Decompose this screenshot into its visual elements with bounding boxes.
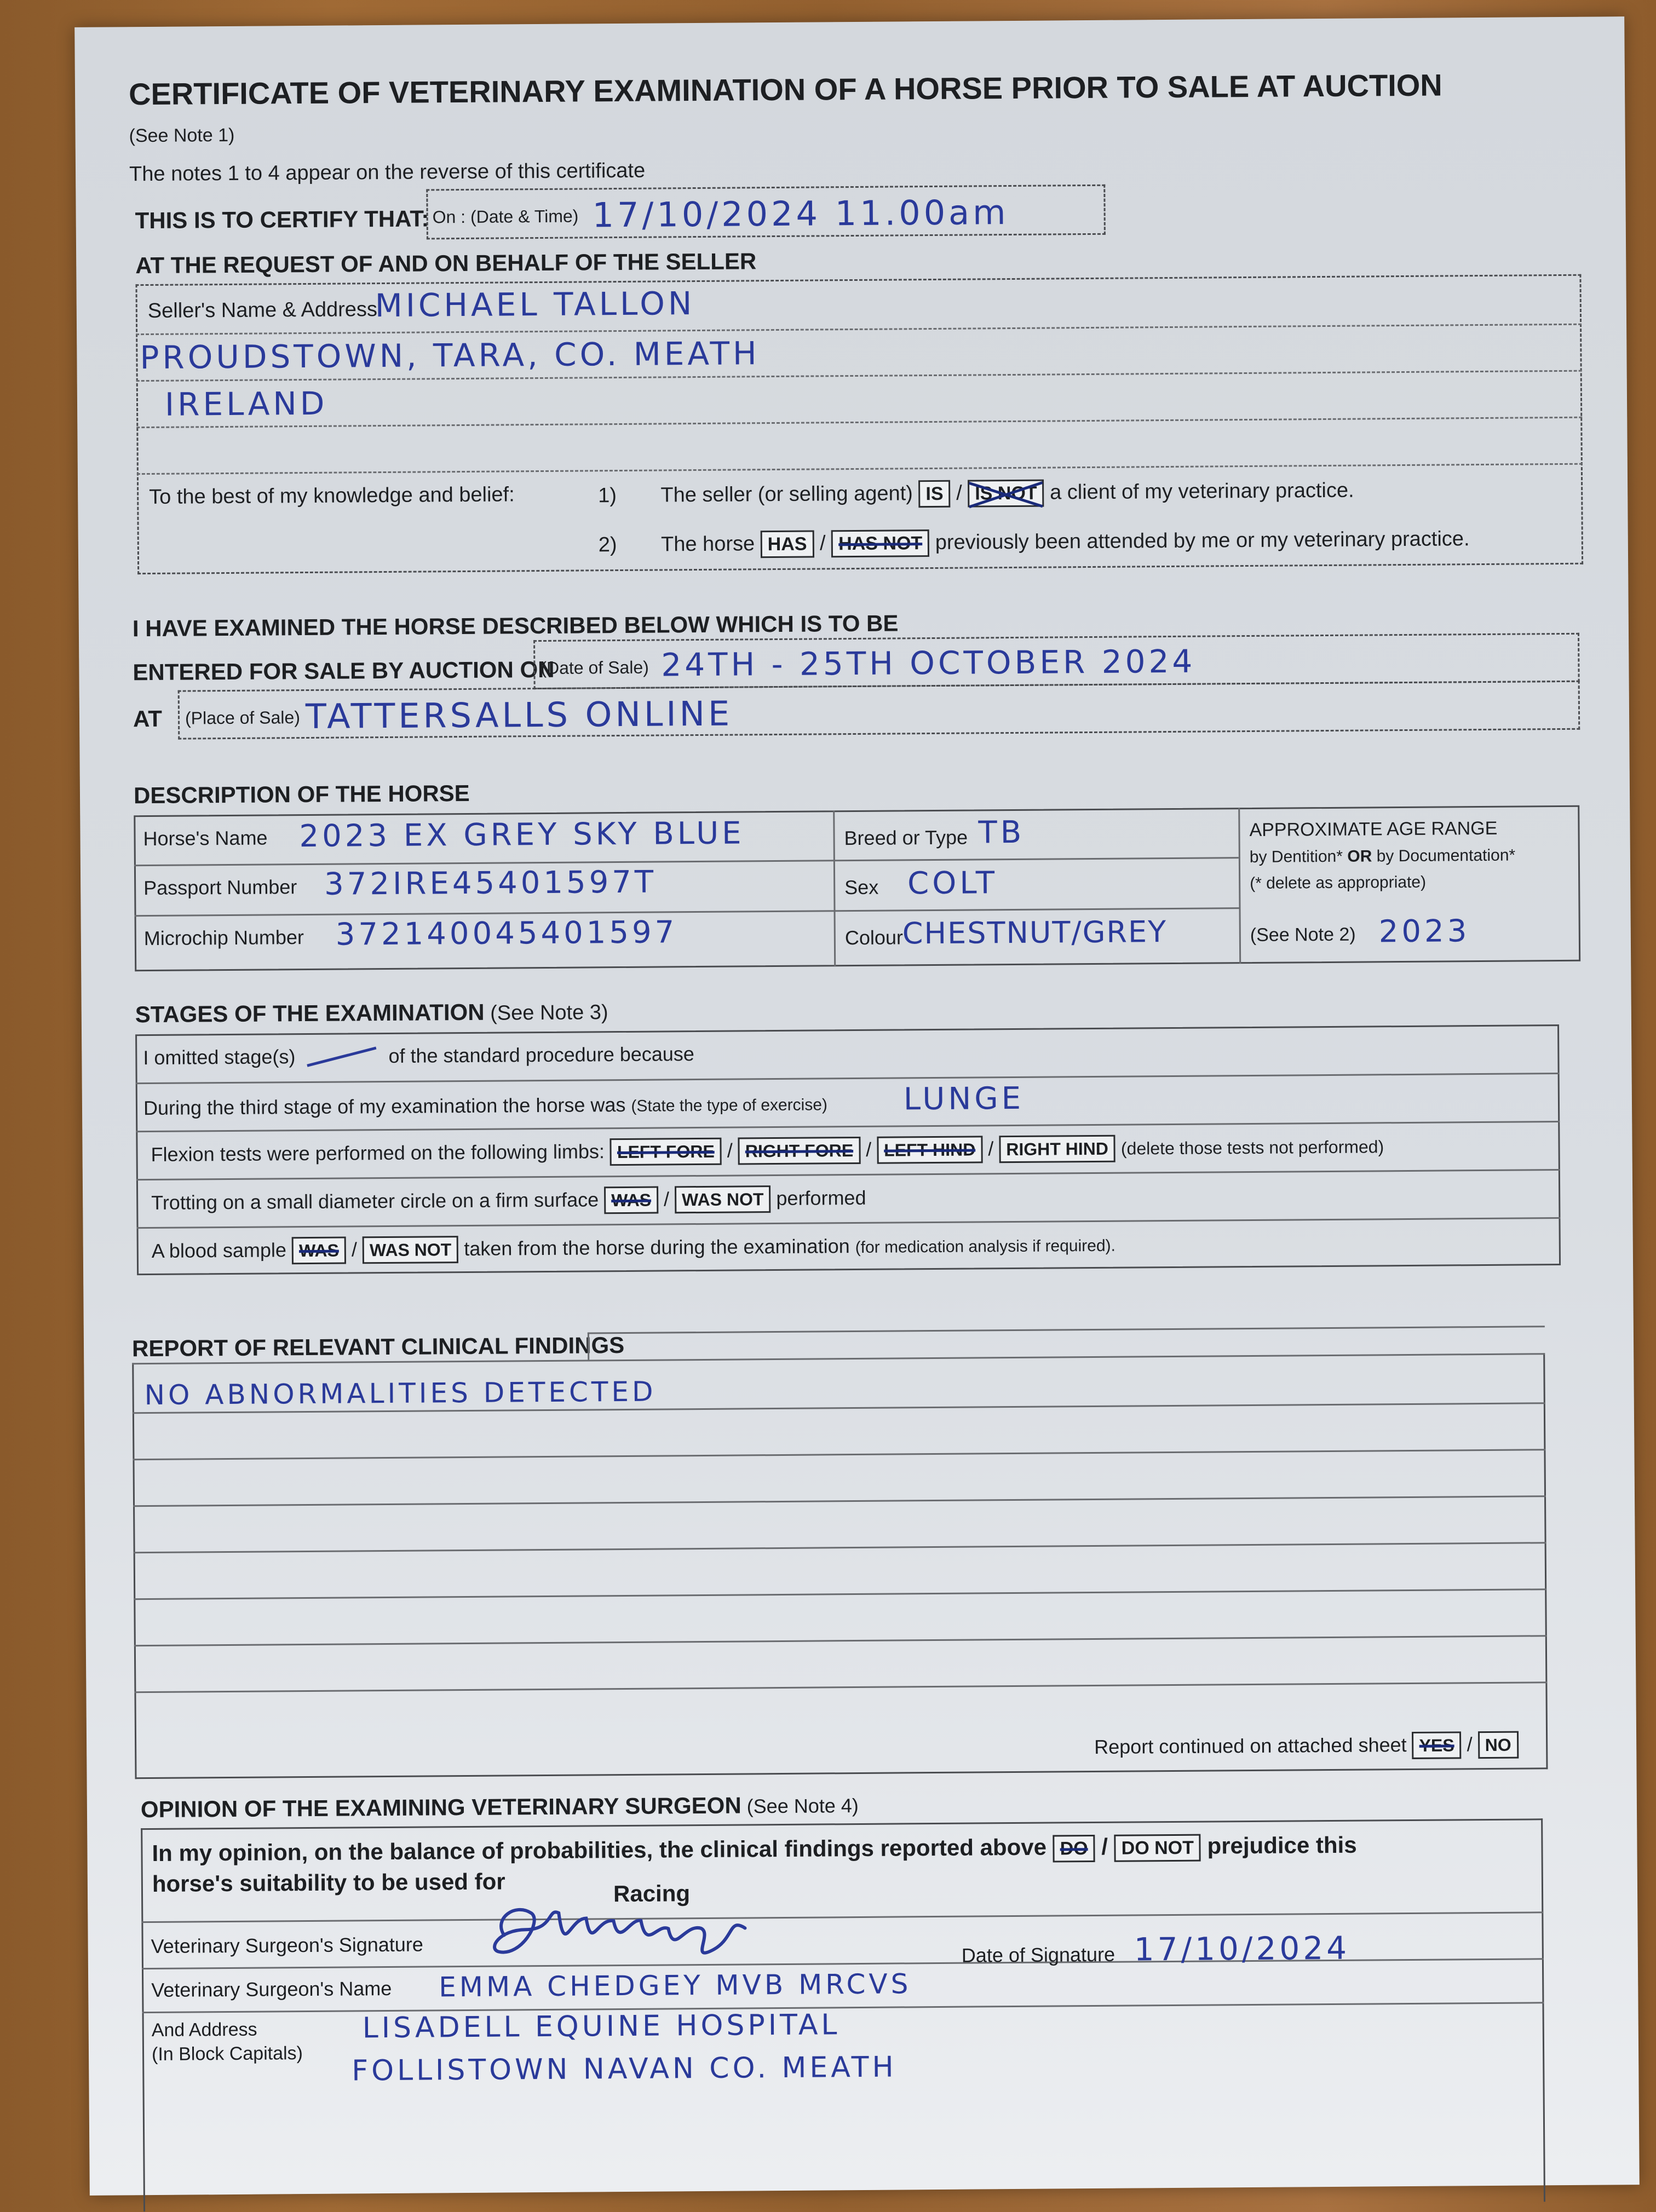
omitted-post: of the standard procedure because: [388, 1042, 695, 1067]
trot-was-not-option[interactable]: WAS NOT: [675, 1185, 771, 1213]
flexion-label: Flexion tests were performed on the following limbs:: [151, 1140, 605, 1166]
certificate-title: CERTIFICATE OF VETERINARY EXAMINATION OF A HORSE PRIOR TO SALE AT AUCTION: [128, 67, 1442, 112]
third-stage-label: During the third stage of my examination the horse was: [143, 1093, 626, 1120]
seller-address-line2[interactable]: IRELAND: [164, 384, 328, 423]
see-note-1: (See Note 1): [129, 124, 235, 147]
is-option[interactable]: IS: [918, 480, 950, 508]
address-label: And Address: [151, 2019, 257, 2041]
item1-number: 1): [598, 484, 617, 508]
trot-post: performed: [776, 1186, 866, 1210]
slash: /: [1101, 1833, 1108, 1859]
vet-name-label: Veterinary Surgeon's Name: [151, 1977, 392, 2002]
report-top-edge: [588, 1332, 589, 1360]
blood-was-option[interactable]: WAS: [292, 1237, 346, 1265]
trotting-row: [151, 1185, 866, 1217]
sale-date-field[interactable]: [533, 633, 1580, 689]
blood-was-not-option[interactable]: WAS NOT: [363, 1236, 459, 1264]
left-hind-option[interactable]: LEFT HIND: [877, 1136, 982, 1163]
age-see-note-2: (See Note 2): [1250, 924, 1356, 946]
item2-number: 2): [598, 533, 617, 557]
report-continued-yes[interactable]: YES: [1412, 1731, 1461, 1759]
is-not-option[interactable]: IS NOT: [968, 480, 1044, 508]
exam-datetime-label: On : (Date & Time): [432, 206, 579, 227]
slash: /: [663, 1188, 670, 1211]
slash: /: [956, 481, 962, 505]
slash: /: [727, 1139, 733, 1162]
has-not-option[interactable]: HAS NOT: [831, 529, 929, 557]
trot-was-option[interactable]: WAS: [604, 1186, 658, 1214]
age-or: OR: [1347, 847, 1372, 866]
age-documentation-option[interactable]: by Documentation*: [1376, 846, 1516, 866]
flexion-note: (delete those tests not performed): [1120, 1137, 1384, 1159]
report-box[interactable]: [132, 1353, 1548, 1779]
item2-post: previously been attended by me or my veterinary practice.: [935, 527, 1470, 554]
breed-value[interactable]: TB: [978, 814, 1025, 851]
colour-value[interactable]: CHESTNUT/GREY: [902, 914, 1168, 951]
opinion-statement: In my opinion, on the balance of probabilities, the clinical findings reported above: [152, 1834, 1047, 1867]
opinion-post: prejudice this: [1207, 1831, 1357, 1859]
signature-label: Veterinary Surgeon's Signature: [151, 1933, 424, 1958]
stages-heading-line: [135, 998, 608, 1028]
sex-value[interactable]: COLT: [907, 865, 998, 902]
horse-name-value[interactable]: 2023 EX GREY SKY BLUE: [299, 815, 745, 855]
has-option[interactable]: HAS: [761, 531, 814, 558]
stages-heading: STAGES OF THE EXAMINATION: [135, 999, 485, 1028]
stages-see-note-3: (See Note 3): [490, 1001, 608, 1025]
item1-text: The seller (or selling agent): [660, 482, 913, 507]
passport-value[interactable]: 372IRE45401597T: [324, 864, 657, 902]
omitted-pre: I omitted stage(s): [143, 1045, 296, 1069]
report-top-rule: [588, 1326, 1545, 1334]
sale-place-value: TATTERSALLS ONLINE: [305, 693, 733, 737]
request-heading: AT THE REQUEST OF AND ON BEHALF OF THE SELLER: [135, 248, 757, 279]
slash: /: [351, 1238, 358, 1261]
clinical-findings-line1[interactable]: NO ABNORMALITIES DETECTED: [144, 1375, 657, 1412]
date-signature-label: Date of Signature: [961, 1943, 1116, 1967]
horse-name-label: Horse's Name: [143, 826, 268, 850]
address-block-capitals: (In Block Capitals): [151, 2043, 303, 2065]
microchip-label: Microchip Number: [143, 926, 304, 950]
right-hind-option[interactable]: RIGHT HIND: [999, 1135, 1116, 1163]
exercise-type-value[interactable]: LUNGE: [903, 1080, 1025, 1117]
age-heading: APPROXIMATE AGE RANGE: [1249, 817, 1498, 840]
do-option[interactable]: DO: [1053, 1835, 1095, 1863]
breed-label: Breed or Type: [844, 826, 968, 850]
sale-date-label: (Date of Sale): [540, 657, 649, 678]
sale-date-value: 24TH - 25TH OCTOBER 2024: [661, 642, 1196, 684]
third-stage-note: (State the type of exercise): [631, 1096, 828, 1115]
third-stage-row: [143, 1092, 827, 1120]
seller-address-line1[interactable]: PROUDSTOWN, TARA, CO. MEATH: [140, 335, 760, 377]
omitted-stage-dash[interactable]: [307, 1047, 377, 1069]
certificate-sheet: [74, 16, 1640, 2196]
item1-post: a client of my veterinary practice.: [1049, 479, 1354, 504]
exam-datetime-value: 17/10/2024 11.00am: [592, 192, 1009, 235]
report-heading: REPORT OF RELEVANT CLINICAL FINDINGS: [131, 1332, 625, 1362]
seller-client-statement: [598, 477, 1354, 510]
description-heading: DESCRIPTION OF THE HORSE: [133, 780, 470, 809]
examined-heading: I HAVE EXAMINED THE HORSE DESCRIBED BELOW WHICH IS TO BE: [132, 610, 899, 642]
slash: /: [865, 1138, 872, 1161]
age-method: [1250, 846, 1516, 867]
passport-label: Passport Number: [143, 875, 297, 900]
slash: /: [1467, 1733, 1473, 1756]
age-value[interactable]: 2023: [1378, 913, 1470, 950]
seller-label: Seller's Name & Address:: [147, 298, 383, 323]
at-label: AT: [133, 705, 163, 732]
report-continued-no[interactable]: NO: [1478, 1731, 1519, 1759]
opinion-heading: OPINION OF THE EXAMINING VETERINARY SURGEON: [140, 1792, 741, 1823]
report-continued-row: [1094, 1731, 1519, 1761]
do-not-option[interactable]: DO NOT: [1114, 1834, 1201, 1862]
blood-note: (for medication analysis if required).: [855, 1236, 1116, 1257]
opinion-line2: horse's suitability to be used for: [152, 1868, 505, 1897]
blood-label: A blood sample: [151, 1239, 287, 1262]
report-continued-label: Report continued on attached sheet: [1094, 1733, 1407, 1759]
sale-place-label: (Place of Sale): [185, 707, 301, 728]
age-dentition-option[interactable]: by Dentition*: [1249, 847, 1343, 866]
vet-name-value[interactable]: EMMA CHEDGEY MVB MRCVS: [439, 1968, 912, 2003]
opinion-heading-line: [141, 1792, 859, 1823]
sale-place-field[interactable]: [178, 681, 1580, 740]
suitability-use-value[interactable]: Racing: [613, 1880, 691, 1907]
notes-line: The notes 1 to 4 appear on the reverse of this certificate: [129, 159, 646, 186]
microchip-value[interactable]: 372140045401597: [335, 914, 678, 953]
blood-post: taken from the horse during the examination: [464, 1235, 850, 1260]
sex-label: Sex: [844, 875, 879, 899]
omitted-stage-row: [143, 1042, 694, 1069]
age-delete-note: (* delete as appropriate): [1250, 873, 1427, 892]
date-signature-value[interactable]: 17/10/2024: [1134, 1929, 1350, 1968]
left-fore-option[interactable]: LEFT FORE: [610, 1138, 722, 1166]
certify-label: THIS IS TO CERTIFY THAT:: [135, 205, 429, 234]
vet-address-line2[interactable]: FOLLISTOWN NAVAN CO. MEATH: [352, 2050, 897, 2088]
trotting-label: Trotting on a small diameter circle on a firm surface: [151, 1188, 599, 1214]
vet-signature[interactable]: [482, 1895, 789, 1974]
opinion-see-note-4: (See Note 4): [746, 1794, 859, 1818]
exam-datetime-field[interactable]: [426, 185, 1106, 240]
colour-label: Colour: [844, 926, 904, 949]
vet-address-line1[interactable]: LISADELL EQUINE HOSPITAL: [362, 2008, 841, 2045]
slash: /: [819, 532, 826, 555]
right-fore-option[interactable]: RIGHT FORE: [738, 1137, 861, 1165]
seller-name-value[interactable]: MICHAEL TALLON: [375, 285, 695, 325]
slash: /: [988, 1137, 994, 1160]
item2-text: The horse: [660, 532, 755, 556]
knowledge-label: To the best of my knowledge and belief:: [149, 483, 515, 509]
auction-heading: ENTERED FOR SALE BY AUCTION ON: [133, 656, 555, 686]
